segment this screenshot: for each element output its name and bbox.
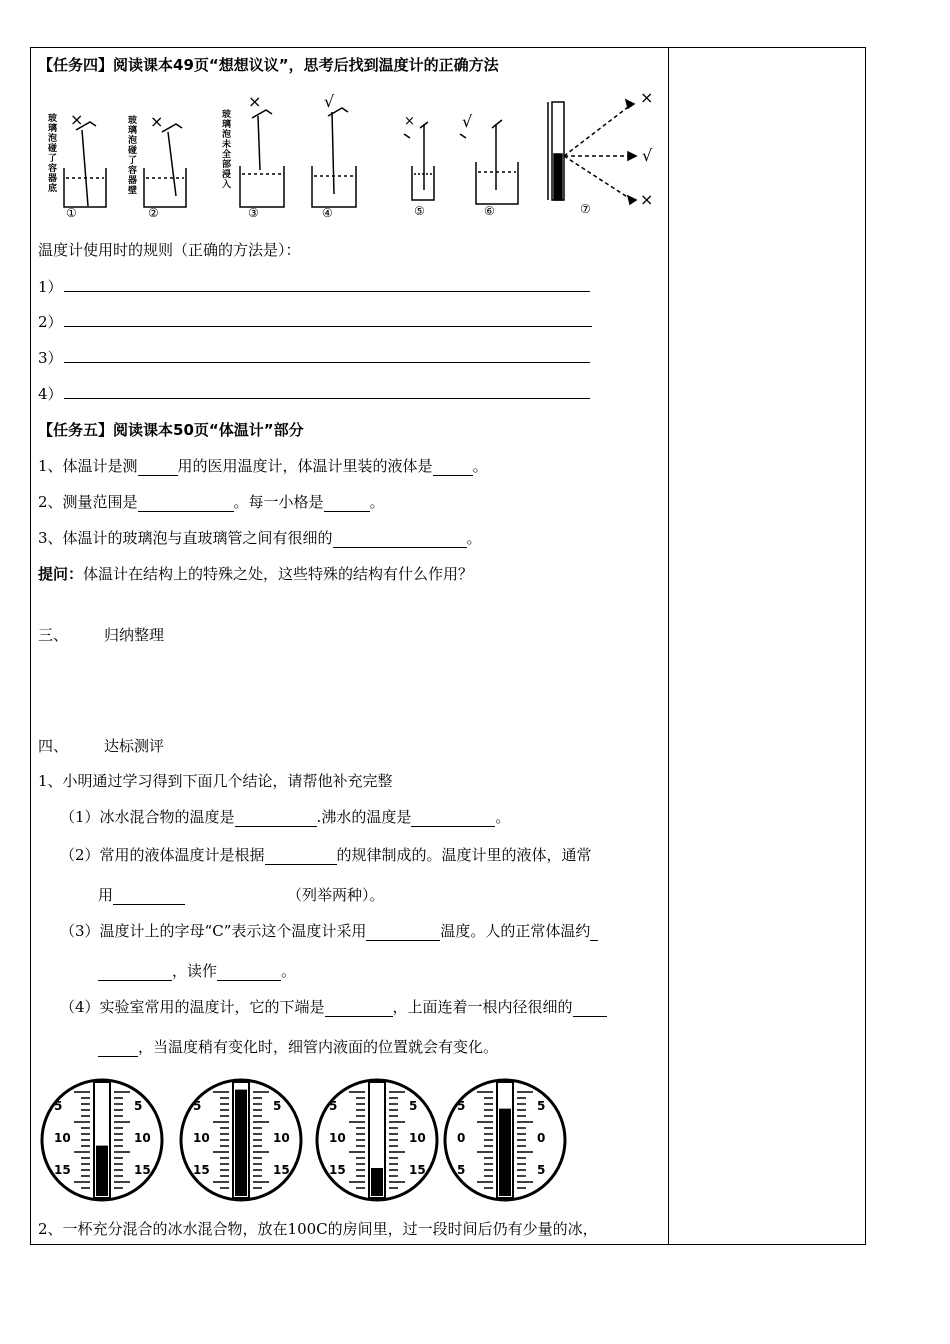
right-mark-6: √ bbox=[462, 112, 473, 131]
wrong-mark-7c: × bbox=[640, 190, 654, 209]
rule-2-label: 2） bbox=[38, 313, 63, 331]
ask-text: 体温计在结构上的特殊之处，这些特殊的结构有什么作用？ bbox=[83, 565, 474, 583]
dial-label-left: 0 bbox=[457, 1131, 466, 1145]
p1-text-b: .沸水的温度是 bbox=[316, 808, 412, 826]
q1-text-c: 。 bbox=[472, 457, 488, 475]
fig-num-4: ④ bbox=[322, 206, 333, 220]
p2-text-a: （2）常用的液体温度计是根据 bbox=[60, 846, 265, 864]
section3-num: 三、 bbox=[38, 626, 69, 644]
p4-blank-b-start[interactable] bbox=[573, 998, 607, 1017]
dial-label-left: 5 bbox=[193, 1099, 202, 1113]
rule-4-blank[interactable] bbox=[64, 398, 590, 399]
p1-blank-a[interactable] bbox=[235, 808, 317, 827]
fig-num-3: ③ bbox=[248, 206, 259, 220]
fig-label-1: 玻璃泡碰了容器底 bbox=[48, 114, 58, 194]
dial-label-left: 15 bbox=[54, 1163, 71, 1177]
wrong-mark-3: × bbox=[248, 92, 262, 111]
p3-text-c: ，读作 bbox=[172, 962, 218, 980]
p1-text-a: （1）冰水混合物的温度是 bbox=[60, 808, 235, 826]
dial-label-right: 10 bbox=[134, 1131, 151, 1145]
dial-liquid bbox=[371, 1168, 383, 1196]
q2-text-a: 2、测量范围是 bbox=[38, 493, 138, 511]
rule-1-blank[interactable] bbox=[64, 291, 590, 292]
p2-blank-b[interactable] bbox=[113, 886, 185, 905]
p4-blank-b[interactable] bbox=[98, 1038, 138, 1057]
task5-q2 bbox=[38, 491, 385, 512]
p4-text-a: （4）实验室常用的温度计，它的下端是 bbox=[60, 998, 325, 1016]
q3-text-a: 3、体温计的玻璃泡与直玻璃管之间有很细的 bbox=[38, 529, 333, 547]
q1-blank-a[interactable] bbox=[138, 457, 178, 476]
right-mark-4: √ bbox=[324, 92, 335, 111]
dial-label-left: 5 bbox=[457, 1099, 466, 1113]
rule-3-blank[interactable] bbox=[64, 362, 590, 363]
dial-label-right: 15 bbox=[409, 1163, 426, 1177]
thermometer-dials-figure bbox=[34, 1076, 594, 1204]
task5-q1 bbox=[38, 455, 488, 476]
task5-q3 bbox=[38, 527, 482, 548]
fig-num-6: ⑥ bbox=[484, 204, 495, 218]
task5-title: 【任务五】阅读课本50页“体温计”部分 bbox=[38, 421, 304, 439]
fig-num-5: ⑤ bbox=[414, 204, 425, 218]
p4-text-b: ，上面连着一根内径很细的 bbox=[392, 998, 573, 1016]
dial-liquid bbox=[235, 1090, 247, 1196]
fig-num-2: ② bbox=[148, 206, 159, 220]
rule-2-blank[interactable] bbox=[64, 326, 592, 327]
dial-label-left: 10 bbox=[193, 1131, 210, 1145]
dial-label-right: 10 bbox=[409, 1131, 426, 1145]
wrong-mark-1: × bbox=[70, 110, 84, 129]
dial-label-right: 15 bbox=[134, 1163, 151, 1177]
q2-blank-a[interactable] bbox=[138, 493, 234, 512]
p2-text-d: （列举两种）。 bbox=[287, 886, 385, 904]
section4-p3-cont bbox=[98, 960, 296, 981]
section4-p2-cont bbox=[98, 884, 385, 905]
q2-blank-b[interactable] bbox=[324, 493, 370, 512]
rule-3-label: 3） bbox=[38, 349, 63, 367]
p2-text-b: 的规律制成的。温度计里的液体，通常 bbox=[336, 846, 592, 864]
section4-q1: 1、小明通过学习得到下面几个结论，请帮他补充完整 bbox=[38, 772, 393, 790]
p3-text-d: 。 bbox=[281, 962, 297, 980]
dial-label-right: 0 bbox=[537, 1131, 546, 1145]
dial-label-right: 5 bbox=[273, 1099, 282, 1113]
wrong-mark-7a: × bbox=[640, 88, 654, 107]
rules-heading: 温度计使用时的规则（正确的方法是）： bbox=[38, 241, 301, 259]
rule-4-label: 4） bbox=[38, 385, 63, 403]
p3-blank-b[interactable] bbox=[98, 962, 172, 981]
dial-label-right: 10 bbox=[273, 1131, 290, 1145]
p2-text-c: 用 bbox=[98, 886, 114, 904]
beaker-3 bbox=[240, 110, 284, 207]
section4-p4-cont bbox=[98, 1036, 498, 1057]
beaker-4 bbox=[312, 108, 356, 207]
dial-liquid bbox=[96, 1146, 108, 1196]
p3-text-a: （3）温度计上的字母“C”表示这个温度计采用 bbox=[60, 922, 367, 940]
q1-blank-b[interactable] bbox=[433, 457, 473, 476]
section4-p4 bbox=[60, 996, 607, 1017]
dial-label-right: 5 bbox=[537, 1099, 546, 1113]
p4-blank-a[interactable] bbox=[325, 998, 393, 1017]
right-mark-7b: √ bbox=[642, 146, 653, 165]
fig-num-7: ⑦ bbox=[580, 202, 591, 216]
column-divider bbox=[668, 47, 669, 1245]
dial-label-right: 5 bbox=[537, 1163, 546, 1177]
q3-text-b: 。 bbox=[466, 529, 482, 547]
section3-title: 归纳整理 bbox=[104, 626, 165, 644]
p3-text-b: 温度。人的正常体温约 bbox=[440, 922, 591, 940]
rule-1-label: 1） bbox=[38, 278, 63, 296]
dial-label-right: 5 bbox=[134, 1099, 143, 1113]
q1-text-b: 用的医用温度计，体温计里装的液体是 bbox=[177, 457, 433, 475]
reading-diagram bbox=[548, 100, 636, 204]
p3-blank-b-start[interactable] bbox=[590, 922, 598, 941]
section4-p3 bbox=[60, 920, 598, 941]
p2-blank-a[interactable] bbox=[265, 846, 337, 865]
beaker-2 bbox=[144, 124, 186, 207]
ask-label: 提问： bbox=[38, 565, 84, 583]
fig-label-2: 玻璃泡碰了容器壁 bbox=[128, 116, 138, 196]
section4-title: 达标测评 bbox=[104, 737, 165, 755]
dial-label-right: 15 bbox=[273, 1163, 290, 1177]
dial-label-left: 5 bbox=[54, 1099, 63, 1113]
wrong-mark-5: × bbox=[404, 114, 415, 129]
dial-label-left: 5 bbox=[457, 1163, 466, 1177]
q2-text-b: 。每一小格是 bbox=[233, 493, 324, 511]
dial-label-left: 10 bbox=[54, 1131, 71, 1145]
q3-blank[interactable] bbox=[333, 529, 467, 548]
section4-num: 四、 bbox=[38, 737, 69, 755]
fig-label-3: 玻璃泡未全部浸入 bbox=[222, 110, 232, 190]
p3-blank-a[interactable] bbox=[366, 922, 440, 941]
p4-text-c: ，当温度稍有变化时，细管内液面的位置就会有变化。 bbox=[138, 1038, 499, 1056]
dial-label-left: 10 bbox=[329, 1131, 346, 1145]
beaker-5 bbox=[404, 122, 434, 200]
dial-label-left: 5 bbox=[329, 1099, 338, 1113]
q2-text-c: 。 bbox=[369, 493, 385, 511]
section4-p1 bbox=[60, 806, 510, 827]
dial-label-right: 5 bbox=[409, 1099, 418, 1113]
p1-text-c: 。 bbox=[495, 808, 511, 826]
task5-ask bbox=[38, 563, 473, 584]
p3-blank-c[interactable] bbox=[217, 962, 281, 981]
beaker-6 bbox=[460, 120, 518, 204]
dial-label-left: 15 bbox=[193, 1163, 210, 1177]
dial-liquid bbox=[499, 1109, 511, 1196]
section4-q2: 2、一杯充分混合的冰水混合物，放在100C的房间里，过一段时间后仍有少量的冰， bbox=[38, 1220, 598, 1238]
page-frame bbox=[30, 47, 866, 1245]
wrong-mark-2: × bbox=[150, 112, 164, 131]
dial-label-left: 15 bbox=[329, 1163, 346, 1177]
beaker-1 bbox=[64, 122, 106, 207]
p1-blank-b[interactable] bbox=[411, 808, 495, 827]
q1-text-a: 1、体温计是测 bbox=[38, 457, 138, 475]
fig-num-1: ① bbox=[66, 206, 77, 220]
task4-title: 【任务四】阅读课本49页“想想议议”，思考后找到温度计的正确方法 bbox=[38, 56, 499, 74]
section4-p2 bbox=[60, 844, 592, 865]
